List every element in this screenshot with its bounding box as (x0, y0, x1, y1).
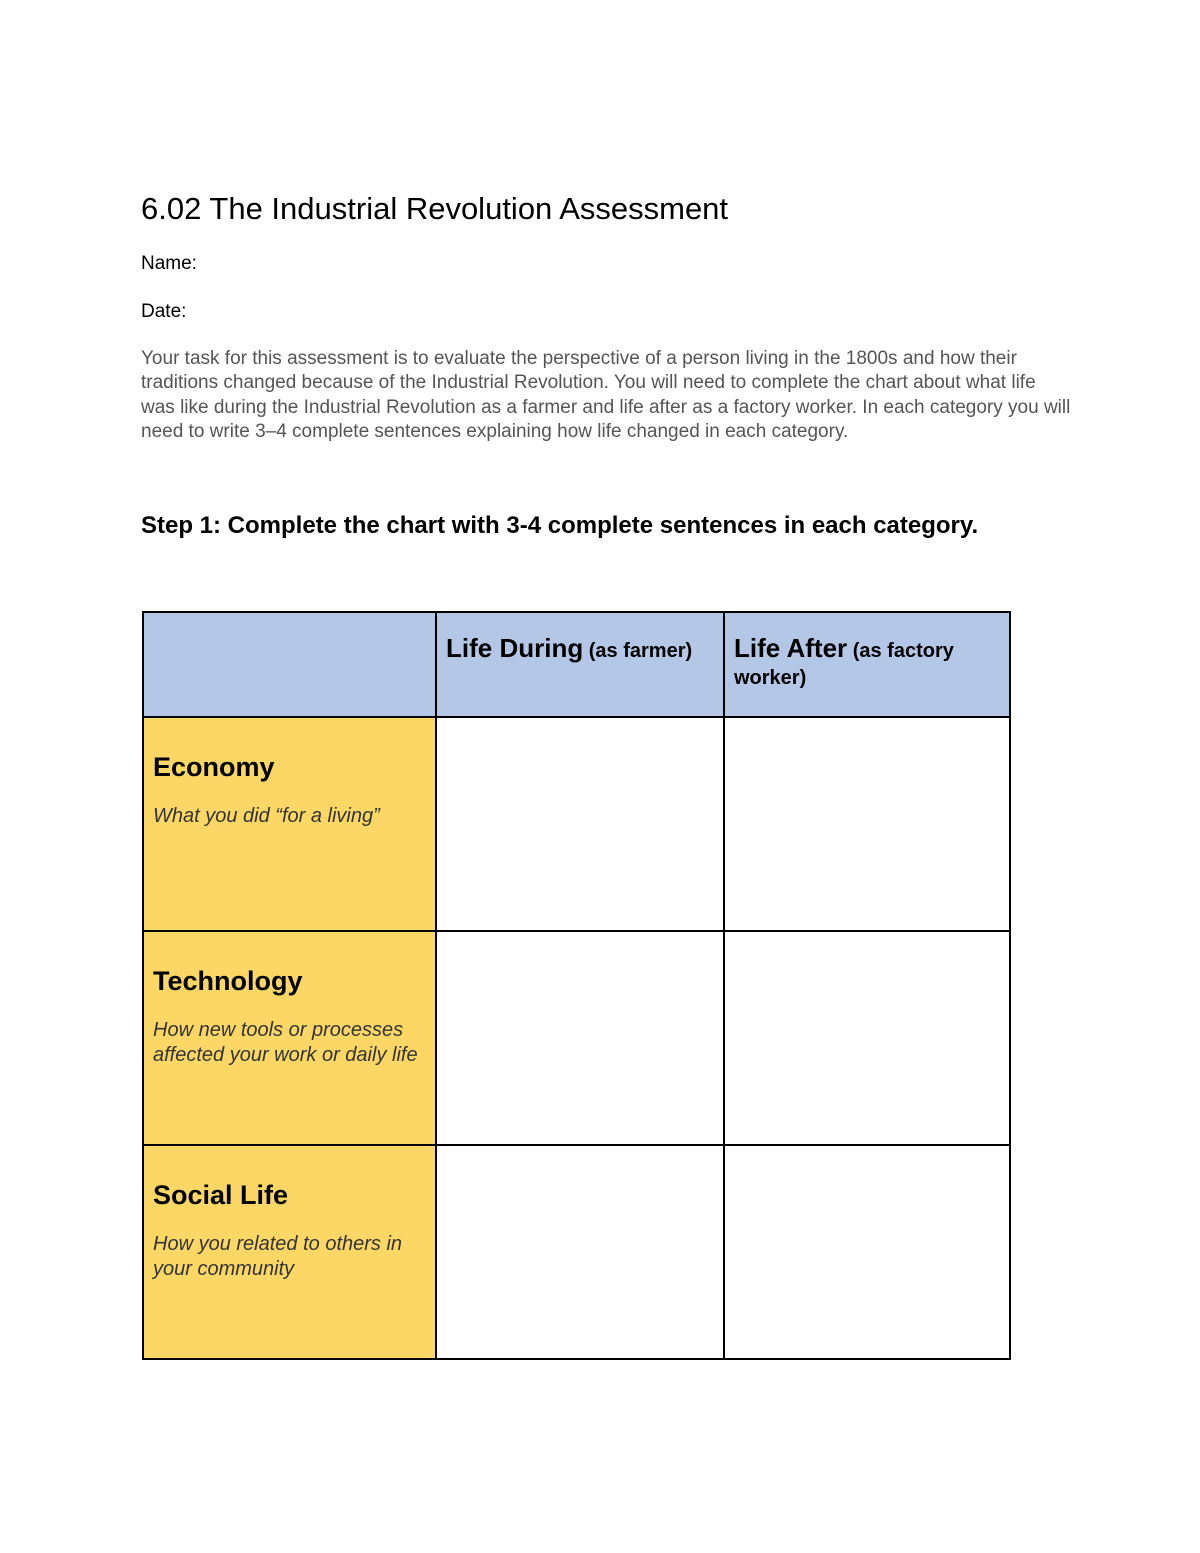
category-description: How you related to others in your community (153, 1233, 403, 1280)
category-cell-economy (143, 717, 436, 931)
header-life-after-rest: (as factory worker) (734, 640, 954, 689)
date-label: Date: (141, 301, 187, 322)
answer-cell-social-life-during[interactable] (436, 1145, 724, 1359)
answer-cell-technology-during[interactable] (436, 931, 724, 1145)
header-life-during (436, 612, 724, 717)
answer-cell-economy-after[interactable] (724, 717, 1010, 931)
header-life-after-strong: Life After (734, 633, 848, 663)
category-title: Technology (153, 966, 303, 996)
category-description: What you did “for a living” (153, 805, 380, 827)
answer-cell-technology-after[interactable] (724, 931, 1010, 1145)
category-title: Economy (153, 752, 275, 782)
document-title: 6.02 The Industrial Revolution Assessment (141, 191, 729, 226)
category-description: How new tools or processes affected your work or daily life (153, 1019, 418, 1066)
category-title: Social Life (153, 1180, 289, 1210)
header-life-during-rest: (as farmer) (583, 640, 693, 662)
category-cell-social-life (143, 1145, 436, 1359)
chart-header-row (143, 612, 1010, 717)
chart-row-technology (143, 931, 1010, 1145)
answer-cell-social-life-after[interactable] (724, 1145, 1010, 1359)
answer-cell-economy-during[interactable] (436, 717, 724, 931)
name-label: Name: (141, 253, 197, 274)
header-life-after (724, 612, 1010, 717)
header-empty-cell (143, 612, 436, 717)
assessment-chart (142, 611, 1011, 1360)
step-heading: Step 1: Complete the chart with 3-4 complete sentences in each category. (141, 512, 979, 539)
chart-row-economy (143, 717, 1010, 931)
chart-row-social-life (143, 1145, 1010, 1359)
header-life-during-strong: Life During (446, 633, 584, 663)
instructions-paragraph: Your task for this assessment is to evaluate the perspective of a person living in the 1800s and how their traditions changed because of the Industrial Revolution. You will need to complete the chart about what life was like during the Industrial Revolution as a farmer and life after as a factory worker. In each category you will need to write 3–4 complete sentences explaining how life changed in each category. (141, 348, 1071, 442)
category-cell-technology (143, 931, 436, 1145)
